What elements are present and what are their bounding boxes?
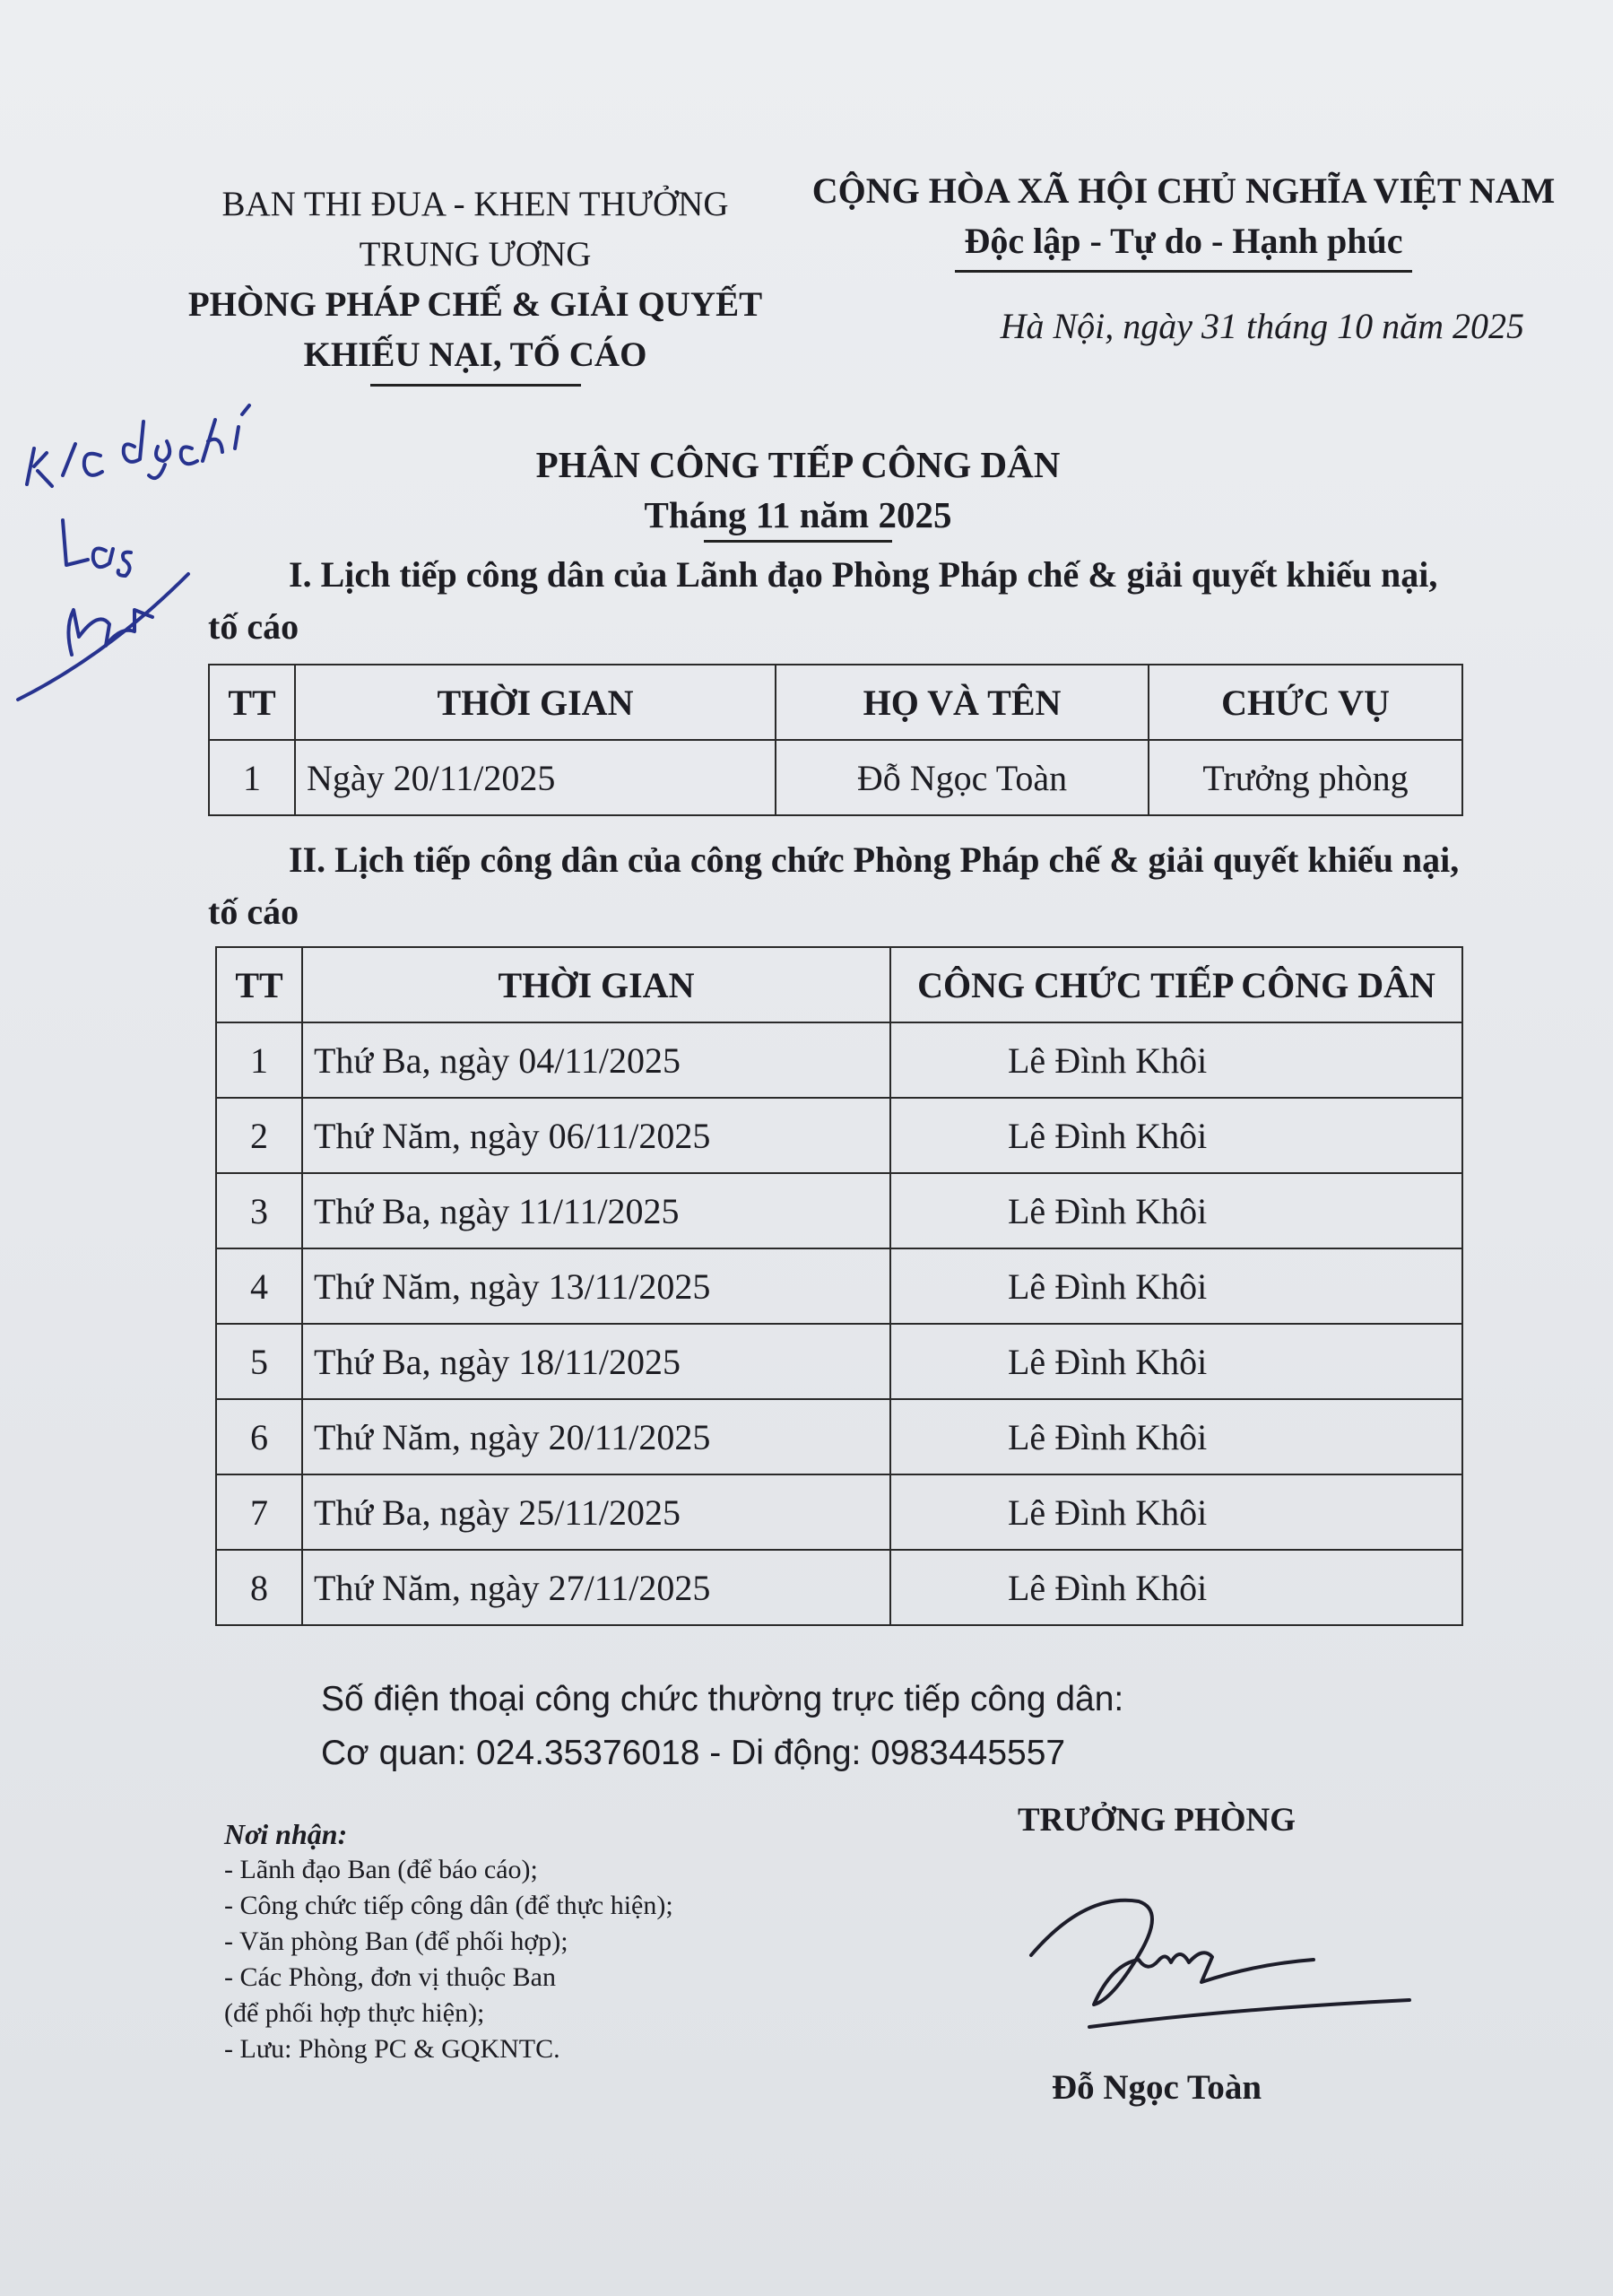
table-row — [209, 740, 1462, 815]
row-officer: Lê Đình Khôi — [890, 1173, 1462, 1248]
table-row — [216, 1022, 1462, 1098]
row-number: 5 — [216, 1324, 302, 1399]
table-header-row — [209, 665, 1462, 740]
col-header-time: THỜI GIAN — [302, 947, 890, 1022]
row-number: 3 — [216, 1173, 302, 1248]
header-underline — [370, 384, 581, 387]
table-row — [216, 1173, 1462, 1248]
row-number: 7 — [216, 1474, 302, 1550]
signer-name: Đỗ Ngọc Toàn — [1051, 2068, 1262, 2107]
row-officer: Lê Đình Khôi — [890, 1399, 1462, 1474]
table-row — [216, 1248, 1462, 1324]
document-title — [395, 439, 1201, 543]
country-name: CỘNG HÒA XÃ HỘI CHỦ NGHĨA VIỆT NAM — [811, 170, 1556, 211]
row-position: Trưởng phòng — [1149, 740, 1462, 815]
place-date: Hà Nội, ngày 31 tháng 10 năm 2025 — [1000, 306, 1524, 346]
row-number: 4 — [216, 1248, 302, 1324]
row-time: Thứ Năm, ngày 20/11/2025 — [302, 1399, 890, 1474]
row-time: Thứ Ba, ngày 18/11/2025 — [302, 1324, 890, 1399]
agency-name-line-2: TRUNG ƯƠNG — [359, 235, 592, 274]
recipient-item: - Các Phòng, đơn vị thuộc Ban — [224, 1962, 556, 1992]
table-header-row — [216, 947, 1462, 1022]
row-officer: Lê Đình Khôi — [890, 1474, 1462, 1550]
table-row — [216, 1474, 1462, 1550]
phone-label: Số điện thoại công chức thường trực tiếp công dân: — [321, 1680, 1124, 1718]
row-officer: Lê Đình Khôi — [890, 1248, 1462, 1324]
section-1-heading: I. Lịch tiếp công dân của Lãnh đạo Phòng Pháp chế & giải quyết khiếu nại, tố cáo — [208, 554, 1438, 647]
recipient-item: - Công chức tiếp công dân (để thực hiện); — [224, 1891, 673, 1920]
row-time: Thứ Năm, ngày 13/11/2025 — [302, 1248, 890, 1324]
title-underline — [704, 540, 892, 543]
recipient-item: (để phối hợp thực hiện); — [224, 1998, 485, 2028]
col-header-tt: TT — [209, 665, 295, 740]
row-number: 6 — [216, 1399, 302, 1474]
document-title-main: PHÂN CÔNG TIẾP CÔNG DÂN — [535, 444, 1061, 485]
contact-phone-block — [321, 1673, 1397, 1780]
motto-underline — [955, 270, 1412, 273]
recipients-block — [224, 1816, 852, 2067]
row-name: Đỗ Ngọc Toàn — [776, 740, 1149, 815]
row-time: Thứ Năm, ngày 06/11/2025 — [302, 1098, 890, 1173]
col-header-officer: CÔNG CHỨC TIẾP CÔNG DÂN — [890, 947, 1462, 1022]
leadership-schedule-table — [208, 664, 1463, 816]
col-header-tt: TT — [216, 947, 302, 1022]
document-title-period: Tháng 11 năm 2025 — [644, 494, 952, 535]
section-2-heading: II. Lịch tiếp công dân của công chức Phòng Pháp chế & giải quyết khiếu nại, tố cáo — [208, 839, 1460, 932]
table-row — [216, 1550, 1462, 1625]
row-time: Thứ Ba, ngày 25/11/2025 — [302, 1474, 890, 1550]
row-number: 1 — [216, 1022, 302, 1098]
col-header-time: THỜI GIAN — [295, 665, 776, 740]
row-number: 1 — [209, 740, 295, 815]
row-time: Thứ Ba, ngày 11/11/2025 — [302, 1173, 890, 1248]
row-time: Thứ Ba, ngày 04/11/2025 — [302, 1022, 890, 1098]
agency-name-line-1: BAN THI ĐUA - KHEN THƯỞNG — [221, 185, 729, 223]
row-number: 8 — [216, 1550, 302, 1625]
recipient-item: - Lưu: Phòng PC & GQKNTC. — [224, 2034, 560, 2064]
row-time: Ngày 20/11/2025 — [295, 740, 776, 815]
col-header-position: CHỨC VỤ — [1149, 665, 1462, 740]
table-row — [216, 1324, 1462, 1399]
department-name-line-1: PHÒNG PHÁP CHẾ & GIẢI QUYẾT — [187, 285, 763, 324]
row-number: 2 — [216, 1098, 302, 1173]
table-row — [216, 1098, 1462, 1173]
department-name-line-2: KHIẾU NẠI, TỐ CÁO — [303, 335, 647, 374]
phone-numbers: Cơ quan: 024.35376018 - Di động: 0983445557 — [321, 1734, 1066, 1772]
handwritten-note — [0, 341, 323, 718]
col-header-name: HỌ VÀ TÊN — [776, 665, 1149, 740]
table-row — [216, 1399, 1462, 1474]
national-motto: Độc lập - Tự do - Hạnh phúc — [964, 221, 1403, 261]
recipient-item: - Văn phòng Ban (để phối hợp); — [224, 1926, 568, 1956]
row-officer: Lê Đình Khôi — [890, 1022, 1462, 1098]
row-officer: Lê Đình Khôi — [890, 1098, 1462, 1173]
row-officer: Lê Đình Khôi — [890, 1324, 1462, 1399]
row-officer: Lê Đình Khôi — [890, 1550, 1462, 1625]
national-motto-block — [789, 166, 1578, 273]
recipient-item: - Lãnh đạo Ban (để báo cáo); — [224, 1855, 538, 1884]
row-time: Thứ Năm, ngày 27/11/2025 — [302, 1550, 890, 1625]
staff-schedule-table — [215, 946, 1463, 1626]
recipients-title: Nơi nhận: — [224, 1818, 348, 1850]
signer-position: TRƯỞNG PHÒNG — [1017, 1802, 1296, 1839]
handwritten-signature — [1004, 1874, 1435, 2054]
